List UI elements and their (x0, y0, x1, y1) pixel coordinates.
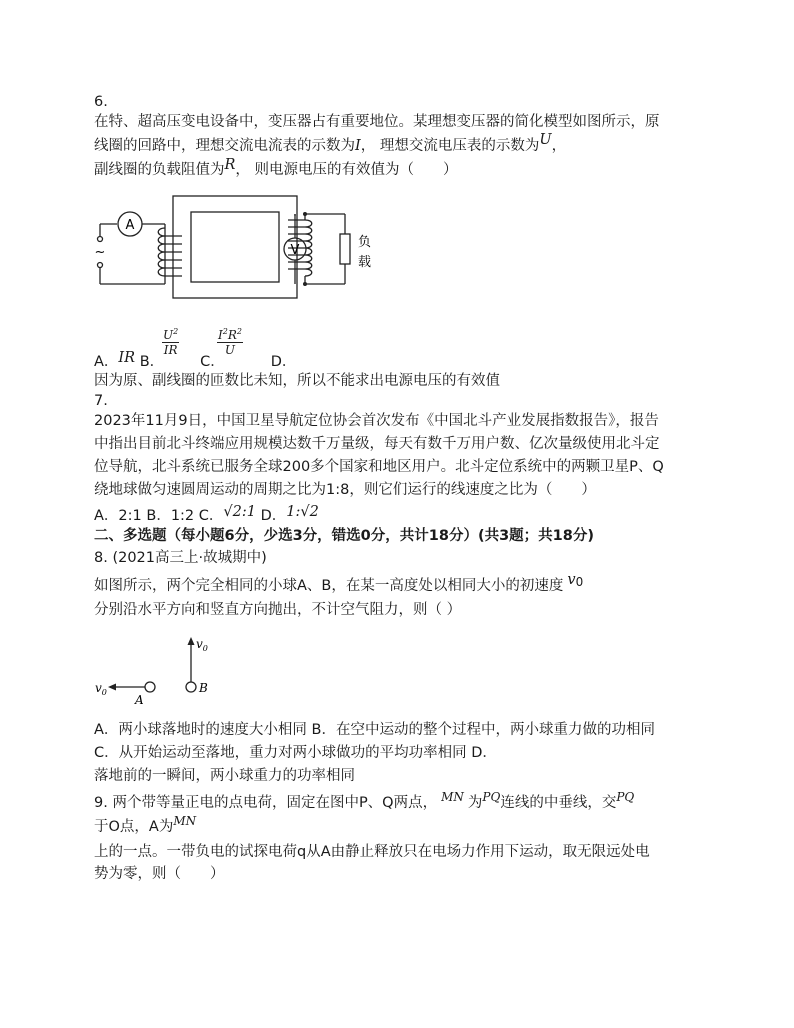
q7-stem-line3: 位导航，北斗系统已服务全球200多个国家和地区用户。北斗定位系统中的两颗卫星P、Q (94, 459, 664, 475)
ball-b-label: B (199, 681, 208, 695)
q7-stem-line4: 绕地球做匀速圆周运动的周期之比为1:8，则它们运行的线速度之比为（ ） (94, 482, 596, 498)
q8-header: 8. (2021高三上·故城期中) (94, 550, 267, 566)
ammeter-label: A (125, 218, 135, 233)
ac-source-symbol: ~ (94, 245, 106, 260)
q7-stem-line2: 中指出目前北斗终端应用规模达数千万量级，每天有数千万用户数、亿次量级使用北斗定 (94, 436, 660, 452)
q6-option-b-fraction: $\frac{U^2}{IR}$ (163, 327, 179, 357)
q6-stem-line1: 在特、超高压变电设备中，变压器占有重要地位。某理想变压器的简化模型如图所示，原 (94, 114, 660, 130)
q6-stem-line3: 副线圈的负载阻值为R， 则电源电压的有效值为（ ） (94, 157, 458, 178)
q6-option-c-fraction: $\frac{I^2R^2}{U}$ (218, 327, 242, 357)
q9-stem-line2: 于O点，A为$^{MN}$ (94, 814, 197, 835)
v0-left-label: $v_0$ (95, 681, 107, 697)
q6-number: 6. (94, 94, 108, 110)
q6-options: A．IR B． C． D． (94, 350, 297, 370)
q8-stem-line2: 分别沿水平方向和竖直方向抛出，不计空气阻力，则（ ） (94, 602, 462, 618)
q6-option-d-text: 因为原、副线圈的匝数比未知，所以不能求出电源电压的有效值 (94, 373, 500, 389)
v0-up-label: $v_0$ (196, 637, 208, 653)
projectile-diagram (90, 632, 230, 707)
q6-stem-line2: 线圈的回路中，理想交流电流表的示数为I， 理想交流电压表的示数为U， (94, 132, 567, 154)
q9-stem-line4: 势为零，则（ ） (94, 866, 225, 882)
voltmeter-label: V (290, 243, 300, 258)
section-2-heading: 二、多选题（每小题6分，少选3分，错选0分，共计18分）(共3题；共18分) (94, 528, 594, 544)
q7-number: 7. (94, 393, 108, 409)
q8-options-line1: A．两小球落地时的速度大小相同 B．在空中运动的整个过程中，两小球重力做的功相同 (94, 722, 655, 738)
q9-stem-line1: 9. 两个带等量正电的点电荷，固定在图中P、Q两点， $^{MN}$ 为$^{PQ}$连线的中垂线，交$^{PQ}$ (94, 790, 635, 811)
load-label-2: 载 (358, 255, 372, 270)
q8-stem-line1: 如图所示，两个完全相同的小球A、B，在某一高度处以相同大小的初速度 $v^0$ (94, 572, 584, 594)
load-label-1: 负 (358, 235, 372, 250)
transformer-circuit-diagram (90, 190, 380, 300)
q7-stem-line1: 2023年11月9日，中国卫星导航定位协会首次发布《中国北斗产业发展指数报告》，报告 (94, 413, 659, 429)
ball-a-label: A (135, 693, 144, 707)
q7-options: A．2:1 B．1:2 C．√2:1 D．1:√2 (94, 504, 319, 524)
q9-stem-line3: 上的一点。一带负电的试探电荷q从A由静止释放只在电场力作用下运动，取无限远处电 (94, 844, 650, 860)
q8-options-line3: 落地前的一瞬间，两小球重力的功率相同 (94, 768, 355, 784)
q8-options-line2: C．从开始运动至落地，重力对两小球做功的平均功率相同 D． (94, 745, 497, 761)
